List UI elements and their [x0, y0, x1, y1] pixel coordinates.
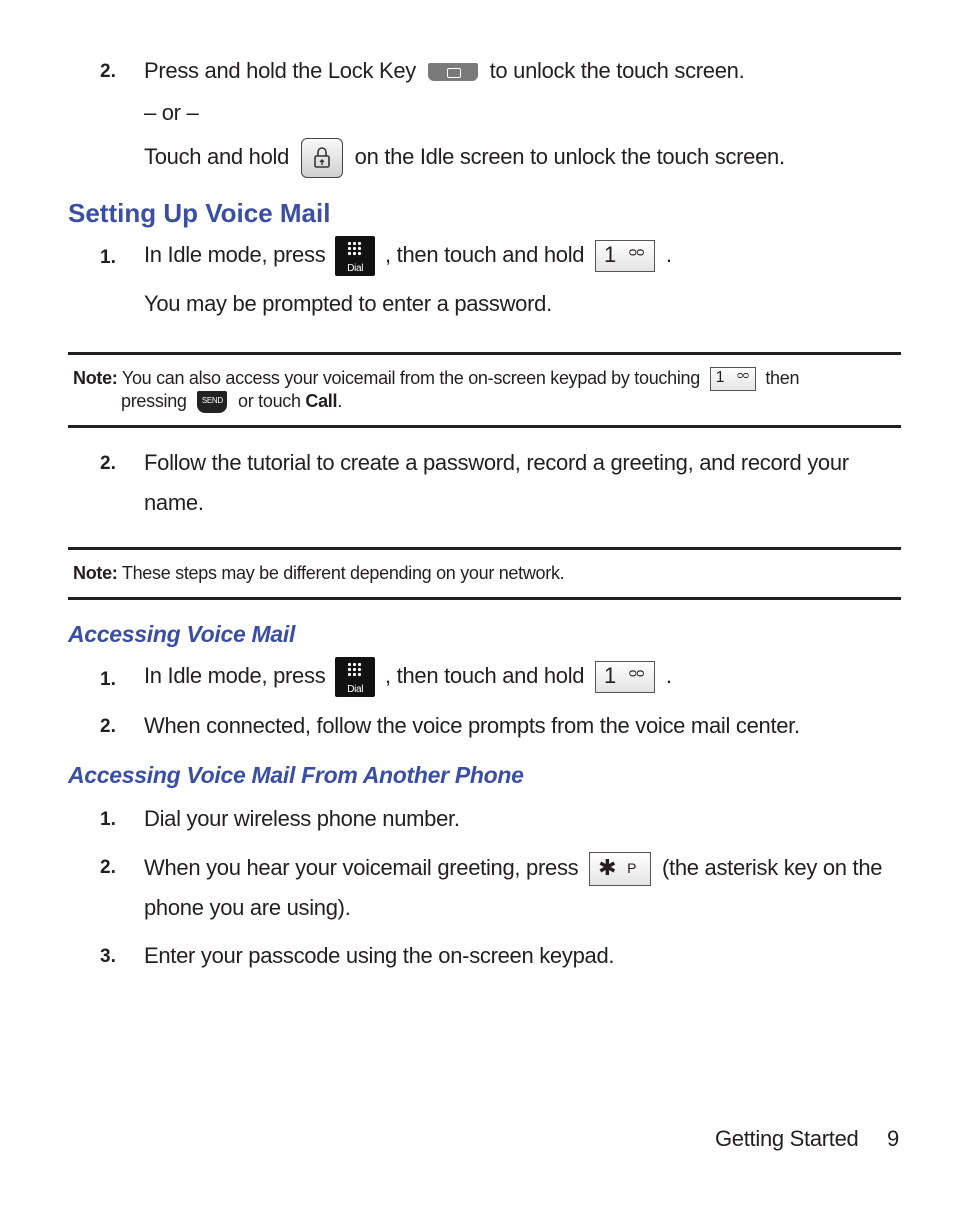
- step-number: 3.: [100, 946, 116, 967]
- section-heading: Setting Up Voice Mail: [68, 198, 331, 228]
- key-1-voicemail-icon: 1 ᴑᴑ: [595, 240, 655, 272]
- access-step-2: When connected, follow the voice prompts from the voice mail center.: [144, 713, 800, 738]
- asterisk-key-icon: ✱ P: [589, 852, 651, 886]
- key-1-voicemail-icon: 1 ᴑᴑ: [710, 367, 756, 391]
- key-1-voicemail-icon: 1 ᴑᴑ: [595, 661, 655, 693]
- setup-step-2-cont: name.: [144, 490, 204, 515]
- dial-icon: Dial: [335, 236, 375, 276]
- step-number: 1.: [100, 669, 116, 690]
- step-number: 2.: [100, 453, 116, 474]
- another-step-2: When you hear your voicemail greeting, press ✱ P (the asterisk key on the: [144, 852, 882, 886]
- note-divider: [68, 352, 901, 355]
- note-divider: [68, 597, 901, 600]
- subsection-heading: Accessing Voice Mail From Another Phone: [68, 762, 524, 788]
- step-number: 1.: [100, 809, 116, 830]
- dial-icon: Dial: [335, 657, 375, 697]
- setup-step-2: Follow the tutorial to create a password, record a greeting, and record your: [144, 450, 849, 475]
- lock-key-icon: [428, 63, 478, 81]
- note-network: Note: These steps may be different depending on your network.: [73, 563, 565, 583]
- page-number: 9: [887, 1126, 899, 1151]
- another-step-2-cont: phone you are using).: [144, 895, 351, 920]
- step-number: 2.: [100, 716, 116, 737]
- step-number: 1.: [100, 247, 116, 268]
- note-voicemail-keypad: Note: You can also access your voicemail from the on-screen keypad by touching 1 ᴑᴑ then: [73, 367, 799, 391]
- step-number: 2.: [100, 61, 116, 82]
- footer-section: Getting Started: [715, 1126, 859, 1151]
- access-step-1: In Idle mode, press Dial , then touch and hold 1 ᴑᴑ .: [144, 657, 672, 697]
- setup-step-1-sub: You may be prompted to enter a password.: [144, 291, 552, 316]
- another-step-1: Dial your wireless phone number.: [144, 806, 460, 831]
- unlock-button-icon: [301, 138, 343, 178]
- note-voicemail-keypad-cont: pressing SEND or touch Call.: [121, 391, 342, 413]
- or-separator: – or –: [144, 100, 199, 125]
- note-divider: [68, 547, 901, 550]
- subsection-heading: Accessing Voice Mail: [68, 621, 296, 647]
- send-key-icon: SEND: [197, 391, 227, 413]
- another-step-3: Enter your passcode using the on-screen keypad.: [144, 943, 615, 968]
- note-divider: [68, 425, 901, 428]
- step-number: 2.: [100, 857, 116, 878]
- touch-unlock-instruction: Touch and hold on the Idle screen to unlock the touch screen.: [144, 138, 785, 178]
- unlock-instruction: Press and hold the Lock Key to unlock the touch screen.: [144, 58, 745, 83]
- setup-step-1: In Idle mode, press Dial , then touch and hold 1 ᴑᴑ .: [144, 236, 672, 276]
